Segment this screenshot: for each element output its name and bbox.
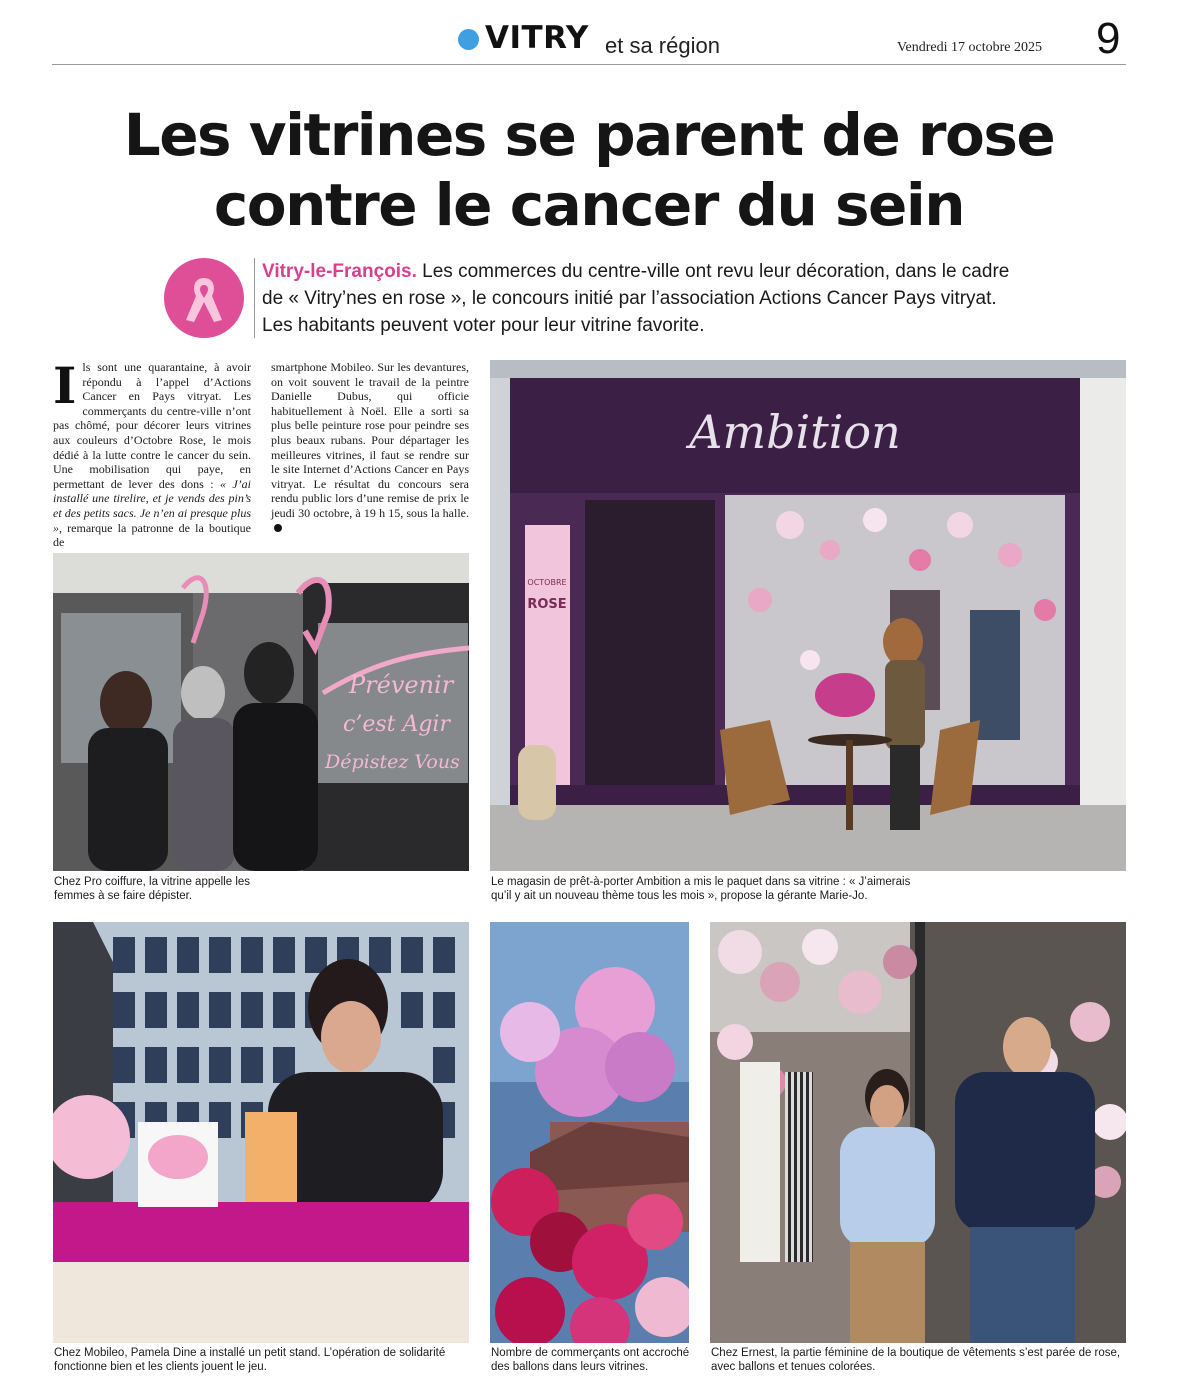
article-text-1-end: , remarque la patronne de la boutique de (53, 520, 251, 550)
article-text-2: smartphone Mobileo. Sur les devantures, on voit souvent le travail de la peintre Danielle Dubus, qui officie habituellement à Noël. Elle a sorti sa plus belle peinture rose pour peindre ses plus beaux rubans. Pour départager les meilleures vitrines, il faut se rendre sur le site Internet d’Actions Cancer en Pays vitryat. Le résultat du concours sera rendu public lors d’une remise de prix le jeudi 30 octobre, à 19 h 15, sous la halle. (271, 360, 469, 520)
shop-sign: Ambition (689, 405, 901, 459)
headline-line-1: Les vitrines se parent de rose (123, 101, 1055, 169)
lead-text: Les commerces du centre-ville ont revu leur décoration, dans le cadre de « Vitry’nes en rose », le concours initié par l’association Actions Cancer Pays vitryat. Les habitants peuvent voter pour leur vitrine favorite. (262, 261, 1010, 336)
dropcap: I (53, 356, 77, 415)
article-column-2 (271, 360, 469, 535)
issue-date: Vendredi 17 octobre 2025 (897, 40, 1043, 55)
lead-paragraph (262, 258, 1022, 339)
article-column-1 (53, 356, 251, 550)
photo-mobileo (53, 922, 469, 1343)
article-text-1: ls sont une quarantaine, à avoir répondu à l’appel d’Actions Cancer en Pays vitryat. Les commerçants du centre-ville n’ont pas chômé, pour décorer leurs vitrines aux couleurs d’Octobre Rose, le mois dédié à la lutte contre le cancer du sein. Une mobilisation qui paye, en permettant de lever des dons : (53, 360, 251, 491)
window-text-3: Dépistez Vous (325, 751, 460, 773)
headline-line-2: contre le cancer du sein (213, 171, 965, 239)
window-text-1: Prévenir (349, 671, 454, 699)
photo-ambition (490, 360, 1126, 871)
page-number: 9 (1096, 14, 1121, 63)
caption-ballons: Nombre de commerçants ont accroché des ballons dans leurs vitrines. (491, 1347, 690, 1373)
section-dot-icon (458, 29, 479, 50)
section-name: VITRY (485, 20, 589, 56)
lead-divider (254, 258, 255, 338)
window-text-2: c’est Agir (343, 712, 450, 737)
headline (52, 100, 1126, 240)
section-subtitle: et sa région (605, 33, 720, 58)
caption-ambition: Le magasin de prêt-à-porter Ambition a mis le paquet dans sa vitrine : « J’aimerais qu’il y ait un nouveau thème tous les mois », propose la gérante Marie-Jo. (491, 876, 911, 902)
photo-ernest (710, 922, 1126, 1343)
lead-place: Vitry-le-François. (262, 261, 417, 282)
page-header (52, 14, 1126, 65)
pink-ribbon-icon (164, 258, 244, 338)
photo-ballons (490, 922, 689, 1343)
article-quote: « J’ai installé une tirelire, et je vends des pin’s et des petits sacs. Je n’en ai presque plus » (53, 476, 251, 535)
banner-text-1: OCTOBRE (527, 578, 567, 587)
end-of-article-icon (274, 524, 282, 532)
caption-pro-coiffure: Chez Pro coiffure, la vitrine appelle les femmes à se faire dépister. (54, 876, 251, 902)
caption-ernest: Chez Ernest, la partie féminine de la boutique de vêtements s’est parée de rose, avec ballons et tenues colorées. (711, 1347, 1121, 1373)
photo-pro-coiffure (53, 553, 469, 871)
caption-mobileo: Chez Mobileo, Pamela Dine a installé un petit stand. L’opération de solidarité fonctionne bien et les clients jouent le jeu. (54, 1347, 446, 1373)
banner-text-2: ROSE (527, 597, 567, 612)
